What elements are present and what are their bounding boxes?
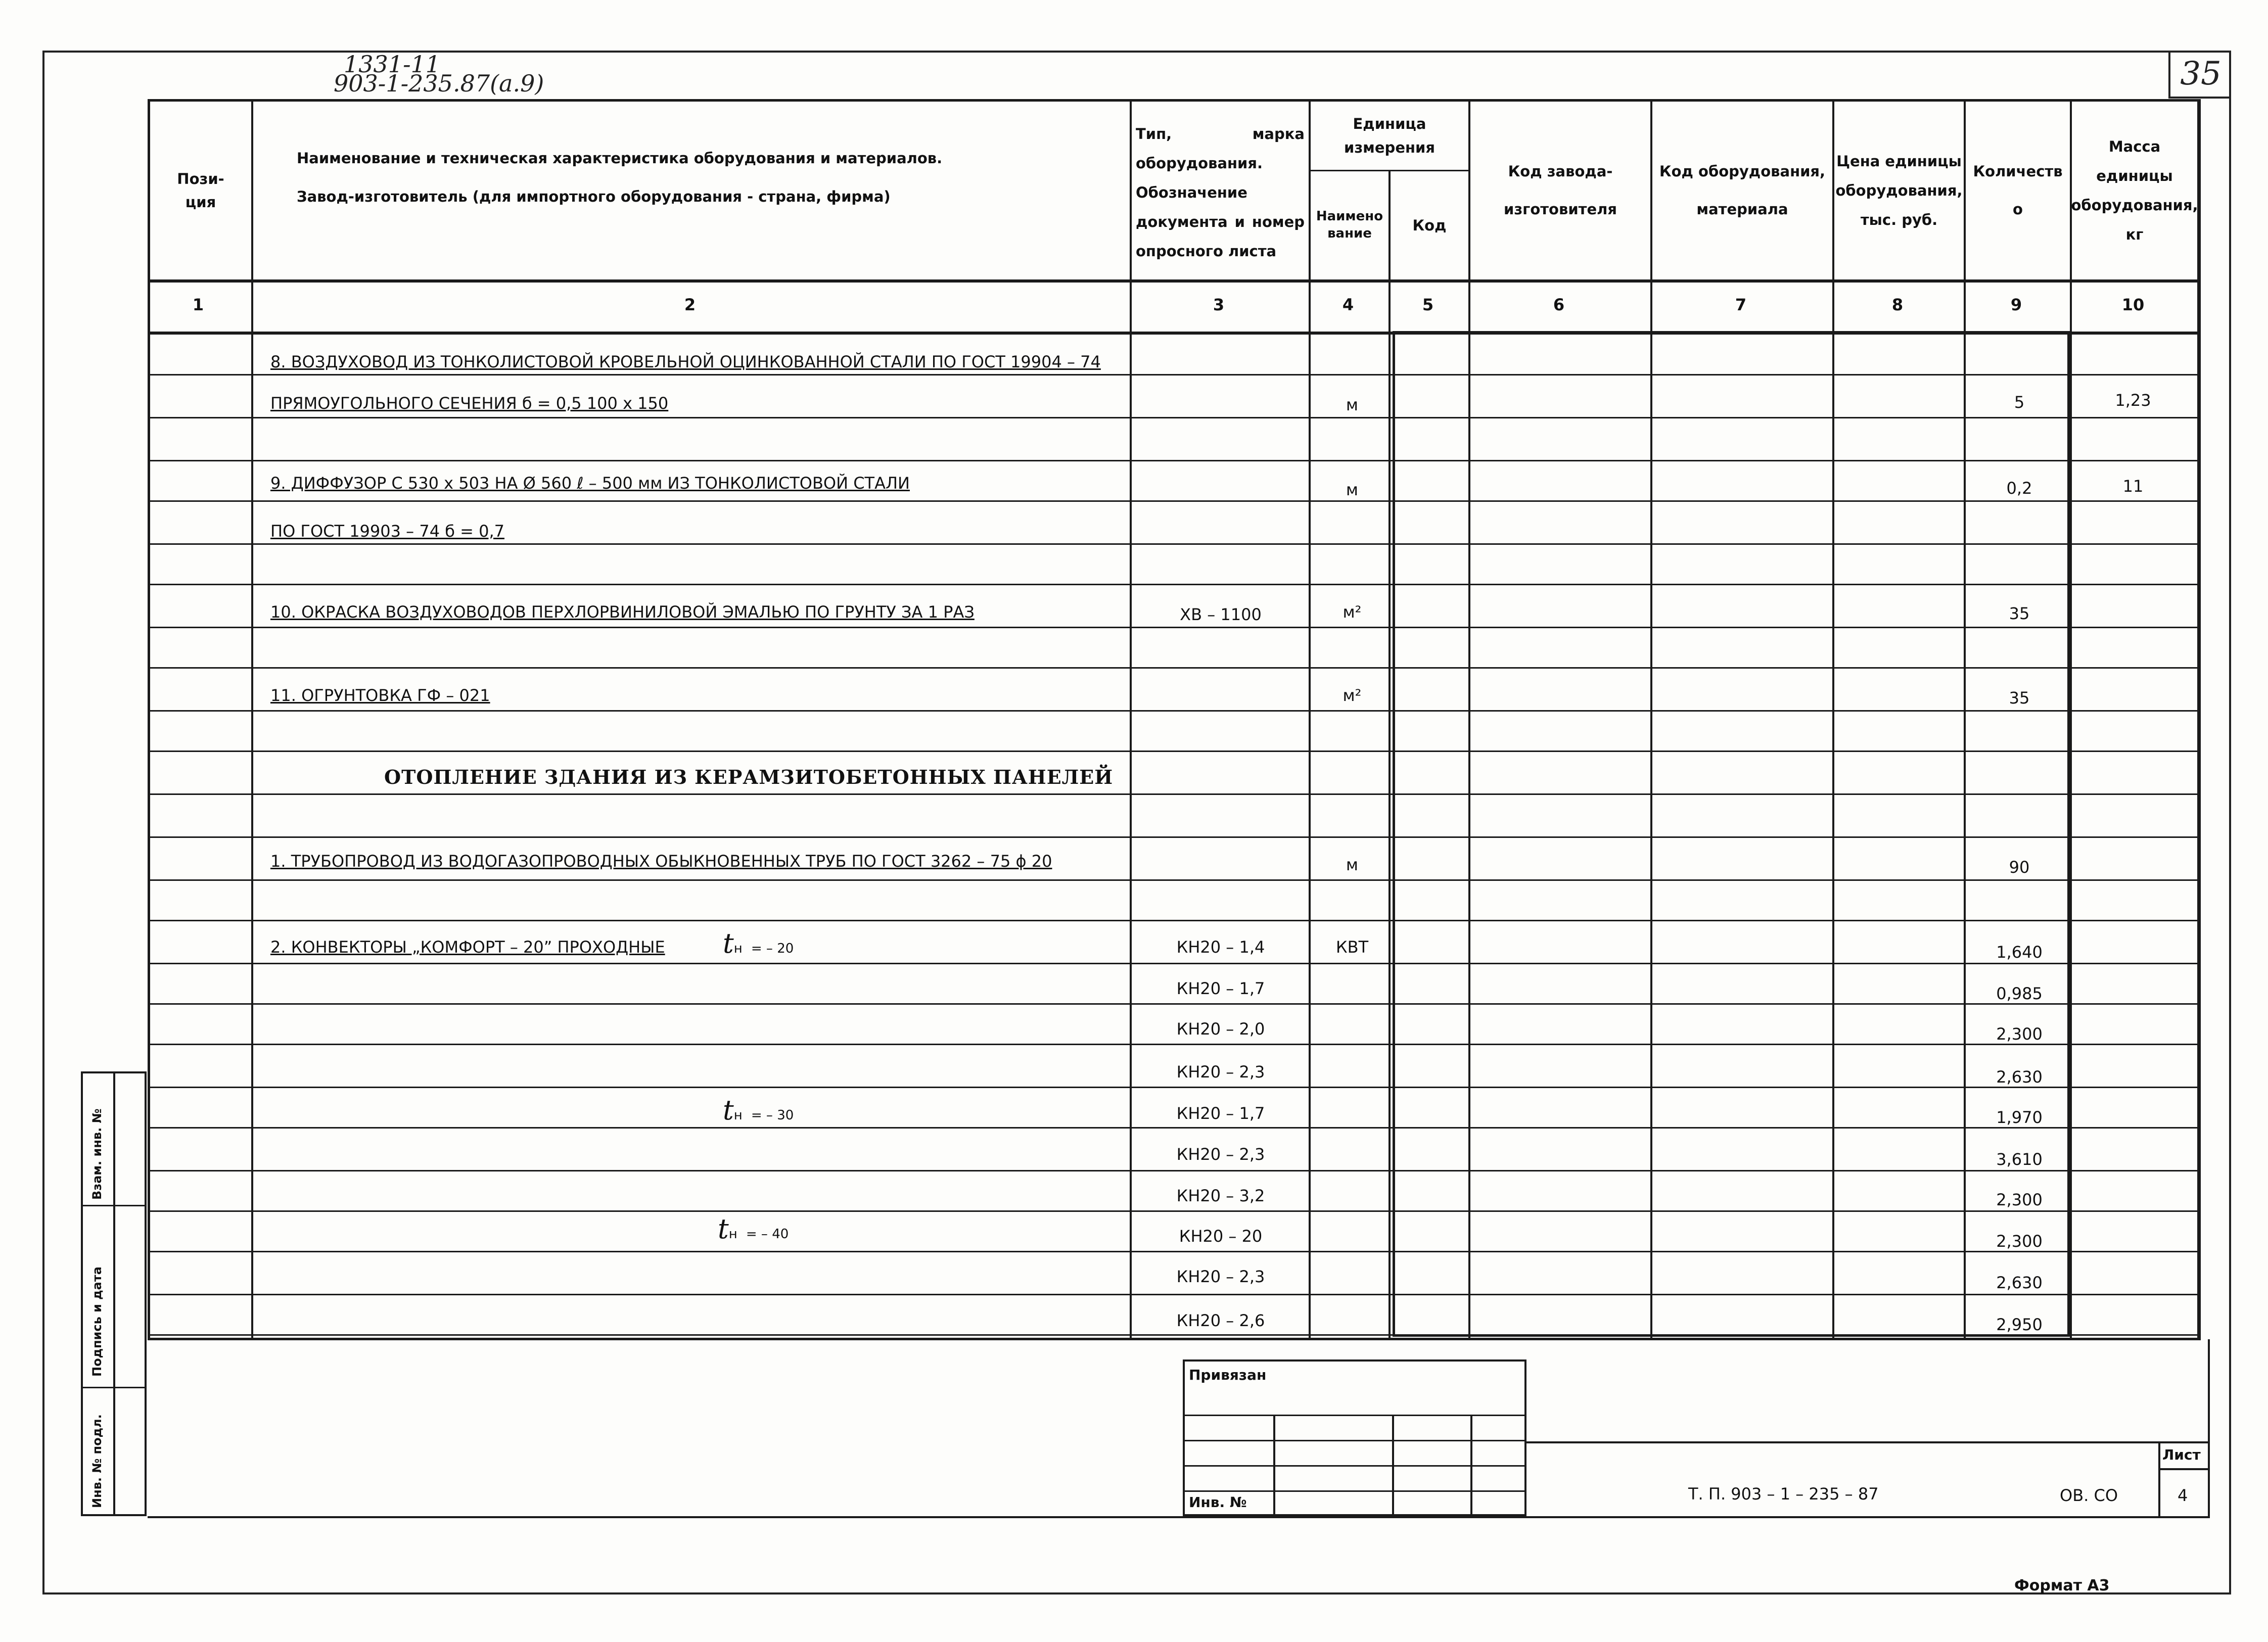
heat-row-2-name: 2. КОНВЕКТОРЫ „КОМФОРТ – 20” ПРОХОДНЫЕ (270, 937, 665, 957)
header-mass: Масса единицы оборудования, кг (2071, 138, 2198, 243)
temp-label-3: tн = – 40 (718, 1213, 789, 1245)
heat-row-11-qty: 2,950 (1996, 1315, 2043, 1334)
row-10-type: ХВ – 1100 (1180, 605, 1262, 624)
heat-row-8-type: КН20 – 3,2 (1176, 1186, 1265, 1205)
row-10-unit: м² (1343, 602, 1362, 622)
format-label: Формат А3 (2014, 1577, 2110, 1594)
row-9-qty: 0,2 (2006, 479, 2032, 498)
sheet-value: 4 (2178, 1486, 2188, 1505)
col-number-6: 6 (1553, 295, 1565, 314)
side-label-sign: Подпись и дата (90, 1266, 104, 1377)
side-label-replace: Взам. инв. № (90, 1108, 104, 1200)
document-code: Т. П. 903 – 1 – 235 – 87 (1688, 1484, 1879, 1504)
col-number-4: 4 (1342, 295, 1354, 314)
row-8-line2: ПРЯМОУГОЛЬНОГО СЕЧЕНИЯ б = 0,5 100 х 150 (270, 394, 669, 413)
binding-block (1183, 1359, 1526, 1516)
header-name (251, 132, 1130, 223)
col-number-9: 9 (2010, 295, 2022, 314)
header-unit-code: Код (1412, 216, 1447, 234)
col-number-5: 5 (1422, 295, 1434, 314)
title-block-sheet-hline (2158, 1468, 2209, 1470)
col-number-7: 7 (1735, 295, 1747, 314)
heat-row-7-qty: 3,610 (1996, 1150, 2043, 1169)
heat-row-1-unit: м (1346, 855, 1359, 874)
heat-row-1-qty: 90 (2009, 858, 2030, 877)
row-9-mass: 11 (2122, 477, 2144, 496)
row-9-line2: ПО ГОСТ 19903 – 74 б = 0,7 (270, 522, 504, 541)
heat-row-9-qty: 2,300 (1996, 1232, 2043, 1251)
binding-label: Привязан (1189, 1367, 1267, 1383)
heat-row-10-qty: 2,630 (1996, 1273, 2043, 1292)
row-11-name: 11. ОГРУНТОВКА ГФ – 021 (270, 686, 490, 705)
row-8-line1: 8. ВОЗДУХОВОД ИЗ ТОНКОЛИСТОВОЙ КРОВЕЛЬНОЙ ОЦИНКОВАННОЙ СТАЛИ ПО ГОСТ 19904 – 74 (270, 352, 1101, 371)
heat-row-3-type: КН20 – 1,7 (1176, 979, 1265, 998)
handwritten-code-1: 1331-11 (344, 51, 441, 78)
approval-side-strip (81, 1071, 147, 1516)
header-unit-group: Единица измерения (1344, 115, 1435, 156)
header-position: Пози- ция (177, 170, 224, 211)
row-8-mass: 1,23 (2115, 391, 2151, 410)
bottom-border (148, 1516, 2210, 1518)
row-11-unit: м² (1343, 686, 1362, 705)
header-factory-code: Код завода-изготовителя (1504, 162, 1617, 218)
header-qty: Количество (1973, 162, 2063, 218)
sheet-number: 35 (2180, 55, 2221, 92)
header-equip-code: Код оборудования, материала (1659, 162, 1826, 218)
heat-row-5-type: КН20 – 2,3 (1176, 1062, 1265, 1082)
row-9-line1: 9. ДИФФУЗОР С 530 х 503 НА Ø 560 ℓ – 500 мм ИЗ ТОНКОЛИСТОВОЙ СТАЛИ (270, 474, 910, 493)
row-9-unit: м (1346, 480, 1359, 499)
inv-label: Инв. № (1189, 1494, 1247, 1511)
sheet-label: Лист (2162, 1446, 2201, 1463)
heat-row-2-qty: 1,640 (1996, 943, 2043, 962)
heat-row-4-type: КН20 – 2,0 (1176, 1019, 1265, 1039)
header-price: Цена единицы оборудования, тыс. руб. (1835, 153, 1963, 228)
row-10-name: 10. ОКРАСКА ВОЗДУХОВОДОВ ПЕРХЛОРВИНИЛОВОЙ ЭМАЛЬЮ ПО ГРУНТУ ЗА 1 РАЗ (270, 602, 975, 622)
document-mark: ОВ. СО (2060, 1486, 2118, 1505)
col-number-1: 1 (192, 295, 204, 314)
header-type: Тип, марка оборудования. Обозначение документа и номер опросного листа (1136, 125, 1305, 260)
heat-row-1-name: 1. ТРУБОПРОВОД ИЗ ВОДОГАЗОПРОВОДНЫХ ОБЫКНОВЕННЫХ ТРУБ ПО ГОСТ 3262 – 75 ϕ 20 (270, 852, 1052, 871)
header-name-line1: Наименование и техническая характеристика оборудования и материалов. (297, 149, 943, 167)
right-border (2208, 1339, 2210, 1518)
heat-row-7-type: КН20 – 2,3 (1176, 1145, 1265, 1164)
heat-row-9-type: КН20 – 20 (1179, 1227, 1263, 1246)
heat-row-3-qty: 0,985 (1996, 984, 2043, 1003)
header-unit-name: Наименование (1316, 209, 1383, 241)
col-number-3: 3 (1213, 295, 1225, 314)
row-8-unit: м (1346, 395, 1359, 414)
heat-row-11-type: КН20 – 2,6 (1176, 1311, 1265, 1330)
heat-row-4-qty: 2,300 (1996, 1024, 2043, 1044)
heat-row-2-unit: КВТ (1335, 937, 1369, 957)
title-block-top-line (1526, 1441, 2209, 1443)
row-8-qty: 5 (2014, 393, 2025, 412)
sheet-number-box (2168, 51, 2231, 99)
header-name-line2: Завод-изготовитель (для импортного оборудования - страна, фирма) (297, 188, 891, 205)
heat-row-10-type: КН20 – 2,3 (1176, 1267, 1265, 1286)
col-number-2: 2 (684, 295, 696, 314)
section-title: ОТОПЛЕНИЕ ЗДАНИЯ ИЗ КЕРАМЗИТОБЕТОННЫХ ПАНЕЛЕЙ (384, 766, 1114, 788)
temp-label-2: tн = – 30 (723, 1094, 794, 1126)
heat-row-8-qty: 2,300 (1996, 1190, 2043, 1209)
heat-row-6-type: КН20 – 1,7 (1176, 1104, 1265, 1123)
col-number-8: 8 (1891, 295, 1904, 314)
handwritten-code-2: 903-1-235.87(a.9) (334, 70, 544, 97)
heat-row-5-qty: 2,630 (1996, 1067, 2043, 1087)
row-10-qty: 35 (2009, 604, 2030, 623)
temp-label-1: tн = – 20 (723, 927, 794, 959)
heat-row-2-type: КН20 – 1,4 (1176, 937, 1265, 957)
row-11-qty: 35 (2009, 688, 2030, 708)
heat-row-6-qty: 1,970 (1996, 1108, 2043, 1127)
title-block-sheet-divider (2158, 1441, 2160, 1517)
side-label-inv: Инв. № подл. (90, 1414, 104, 1508)
col-number-10: 10 (2121, 295, 2145, 314)
